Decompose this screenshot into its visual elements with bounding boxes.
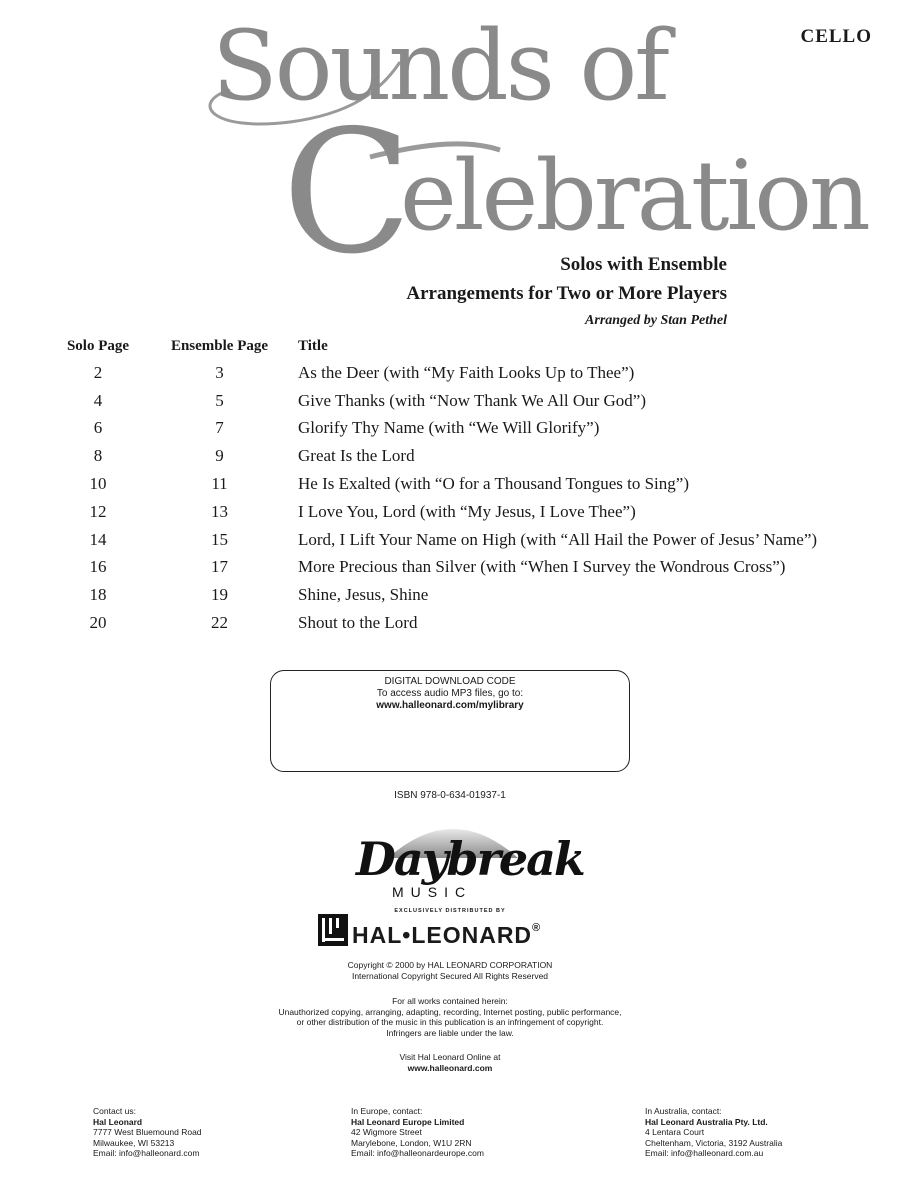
copyright-notice: [0, 960, 900, 981]
solo-page-cell: 2: [93, 362, 103, 382]
contact-label: In Europe, contact:: [351, 1106, 423, 1116]
copyright-line: Copyright © 2000 by HAL LEONARD CORPORATION: [347, 960, 553, 970]
contact-address: Cheltenham, Victoria, 3192 Australia: [645, 1137, 783, 1148]
solo-page-cell: 14: [89, 529, 107, 549]
header-ensemble-page: Ensemble Page: [170, 337, 269, 354]
contact-address: Marylebone, London, W1U 2RN: [351, 1137, 472, 1148]
arranger-credit: Arranged by Stan Pethel: [585, 313, 727, 328]
song-title-cell: Glorify Thy Name (with “We Will Glorify”): [298, 418, 600, 438]
contact-us-block: [93, 1106, 202, 1159]
contents-header-row: [40, 335, 890, 357]
visit-online: [0, 1052, 900, 1073]
contact-email[interactable]: Email: info@halleonardeurope.com: [351, 1148, 484, 1158]
contact-email[interactable]: Email: info@halleonard.com: [93, 1148, 200, 1158]
song-title-cell: Lord, I Lift Your Name on High (with “All Hail the Power of Jesus’ Name”): [298, 529, 818, 549]
notice-line: or other distribution of the music in this publication is an infringement of copyright.: [296, 1017, 604, 1027]
table-row: [40, 359, 890, 387]
contact-address: 4 Lentara Court: [645, 1127, 705, 1137]
exclusive-distribution-text: EXCLUSIVELY DISTRIBUTED BY: [394, 908, 506, 914]
solo-page-cell: 8: [93, 446, 103, 466]
infringement-notice: [0, 996, 900, 1038]
subtitle-solos: Solos with Ensemble: [560, 254, 727, 275]
hal-leonard-name: HAL•LEONARD: [352, 922, 533, 948]
table-row: [40, 470, 890, 498]
solo-page-cell: 6: [93, 418, 103, 438]
ensemble-page-cell: 13: [211, 501, 228, 521]
digital-download-box: [270, 670, 630, 772]
book-title-line2: elebration: [400, 140, 868, 252]
table-row: [40, 442, 890, 470]
notice-line: For all works contained herein:: [392, 996, 508, 1006]
download-heading: DIGITAL DOWNLOAD CODE: [384, 676, 516, 687]
subtitle-arrangements: Arrangements for Two or More Players: [406, 283, 727, 304]
song-title-cell: I Love You, Lord (with “My Jesus, I Love Thee”): [298, 501, 636, 521]
ensemble-page-cell: 19: [211, 585, 228, 605]
table-row: [40, 415, 890, 443]
isbn-number: ISBN 978-0-634-01937-1: [394, 790, 506, 801]
ensemble-page-cell: 17: [211, 557, 228, 577]
solo-page-cell: 20: [89, 613, 107, 633]
contact-name: Hal Leonard Europe Limited: [351, 1116, 465, 1127]
song-title-cell: Great Is the Lord: [298, 446, 415, 466]
contents-table: [40, 335, 890, 637]
solo-page-cell: 4: [93, 390, 103, 410]
solo-page-cell: 10: [89, 474, 107, 494]
download-instruction: To access audio MP3 files, go to:: [376, 688, 524, 699]
table-row: [40, 387, 890, 415]
header-title: Title: [298, 337, 328, 354]
solo-page-cell: 18: [89, 585, 107, 605]
contact-address: 42 Wigmore Street: [351, 1127, 422, 1137]
song-title-cell: Give Thanks (with “Now Thank We All Our God”): [298, 390, 647, 410]
daybreak-music-wordmark: MUSIC: [392, 884, 473, 900]
header-solo-page: Solo Page: [66, 337, 130, 354]
contact-label: Contact us:: [93, 1106, 136, 1116]
contact-address: Milwaukee, WI 53213: [93, 1137, 175, 1148]
ensemble-page-cell: 15: [211, 529, 228, 549]
ensemble-page-cell: 11: [211, 474, 228, 494]
notice-line: Unauthorized copying, arranging, adapting, recording, Internet posting, public performance,: [278, 1006, 622, 1017]
registered-mark: ®: [532, 922, 542, 934]
song-title-cell: He Is Exalted (with “O for a Thousand Tongues to Sing”): [298, 474, 689, 494]
contact-email[interactable]: Email: info@halleonard.com.au: [645, 1148, 764, 1158]
daybreak-logo-wordmark: Daybreak: [356, 832, 584, 886]
notice-line: Infringers are liable under the law.: [386, 1027, 514, 1038]
visit-text: Visit Hal Leonard Online at: [399, 1052, 501, 1062]
contact-australia-block: [645, 1106, 782, 1159]
book-title-initial: C: [282, 94, 413, 292]
table-row: [40, 526, 890, 554]
ensemble-page-cell: 9: [215, 446, 224, 466]
hal-leonard-mark-icon: [318, 914, 348, 946]
song-title-cell: More Precious than Silver (with “When I Survey the Wondrous Cross”): [298, 557, 786, 577]
table-row: [40, 581, 890, 609]
solo-page-cell: 16: [89, 557, 107, 577]
contact-name: Hal Leonard Australia Pty. Ltd.: [645, 1116, 768, 1127]
contact-name: Hal Leonard: [93, 1116, 143, 1127]
song-title-cell: Shout to the Lord: [298, 613, 418, 633]
contact-address: 7777 West Bluemound Road: [93, 1127, 202, 1137]
hal-leonard-wordmark: [352, 922, 541, 949]
instrument-label: CELLO: [800, 26, 872, 47]
download-url-link[interactable]: www.halleonard.com/mylibrary: [376, 700, 524, 711]
table-row: [40, 554, 890, 582]
song-title-cell: As the Deer (with “My Faith Looks Up to Thee”): [298, 362, 635, 382]
contact-label: In Australia, contact:: [645, 1106, 722, 1116]
ensemble-page-cell: 5: [215, 390, 224, 410]
copyright-rights: International Copyright Secured All Rights Reserved: [351, 970, 549, 981]
contact-europe-block: [351, 1106, 484, 1159]
ensemble-page-cell: 3: [215, 362, 224, 382]
website-link[interactable]: www.halleonard.com: [407, 1062, 493, 1073]
song-title-cell: Shine, Jesus, Shine: [298, 585, 429, 605]
solo-page-cell: 12: [89, 501, 107, 521]
ensemble-page-cell: 22: [211, 613, 228, 633]
table-row: [40, 609, 890, 637]
table-row: [40, 498, 890, 526]
book-title-line1: Sounds of: [212, 10, 667, 122]
ensemble-page-cell: 7: [215, 418, 224, 438]
